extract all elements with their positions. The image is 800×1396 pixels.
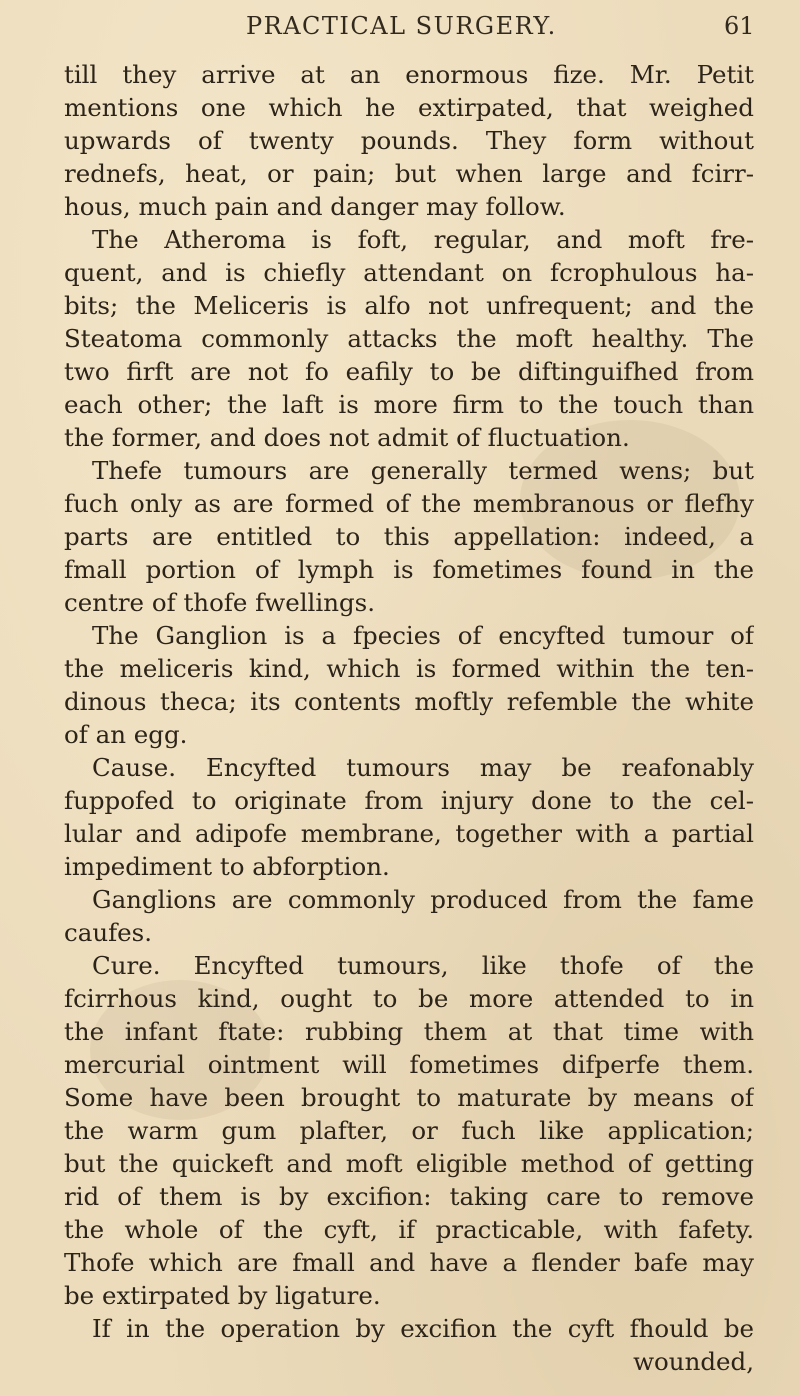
text-line: lular and adipofe membrane, together with a partial <box>64 819 754 848</box>
text-line: rid of them is by excifion: taking care to remove <box>64 1182 754 1211</box>
text-line: Thefe tumours are generally termed wens; but <box>92 456 754 485</box>
text-line: If in the operation by excifion the cyft fhould be <box>92 1314 754 1343</box>
text-line: of an egg. <box>64 720 188 749</box>
text-line: mercurial ointment will fometimes difperfe them. <box>64 1050 754 1079</box>
text-line: Steatoma commonly attacks the moft healthy. The <box>64 324 754 353</box>
text-line: Thofe which are fmall and have a flender bafe may <box>64 1248 754 1277</box>
text-line: but the quickeft and moft eligible method of getting <box>64 1149 754 1178</box>
text-line: till they arrive at an enormous fize. Mr. Petit <box>64 60 754 89</box>
text-line: fuch only as are formed of the membranous or flefhy <box>64 489 754 518</box>
text-line: rednefs, heat, or pain; but when large and fcirr- <box>64 159 754 188</box>
text-line: the whole of the cyft, if practicable, with fafety. <box>64 1215 754 1244</box>
text-line: The Atheroma is foft, regular, and moft fre- <box>92 225 754 254</box>
text-line: the infant ftate: rubbing them at that time with <box>64 1017 754 1046</box>
text-line: the meliceris kind, which is formed within the ten- <box>64 654 754 683</box>
page-number: 61 <box>724 12 755 40</box>
text-line: the warm gum plafter, or fuch like application; <box>64 1116 754 1145</box>
text-line: mentions one which he extirpated, that weighed <box>64 93 754 122</box>
text-line: caufes. <box>64 918 153 947</box>
text-line: Ganglions are commonly produced from the fame <box>92 885 754 914</box>
text-line: parts are entitled to this appellation: indeed, a <box>64 522 754 551</box>
text-line: each other; the laft is more firm to the touch than <box>64 390 754 419</box>
text-line: The Ganglion is a fpecies of encyfted tumour of <box>92 621 754 650</box>
text-line: impediment to abforption. <box>64 852 390 881</box>
text-line: the former, and does not admit of fluctuation. <box>64 423 630 452</box>
catchword: wounded, <box>633 1347 754 1376</box>
body-text <box>64 58 754 1378</box>
text-line: quent, and is chiefly attendant on fcrophulous ha- <box>64 258 754 287</box>
text-line: Cure. Encyfted tumours, like thofe of the <box>92 951 754 980</box>
text-line: hous, much pain and danger may follow. <box>64 192 566 221</box>
running-head <box>0 6 800 46</box>
text-line: fmall portion of lymph is fometimes found in the <box>64 555 754 584</box>
text-line: fcirrhous kind, ought to be more attended to in <box>64 984 754 1013</box>
text-line: Some have been brought to maturate by means of <box>64 1083 754 1112</box>
text-line: upwards of twenty pounds. They form without <box>64 126 754 155</box>
text-line: fuppofed to originate from injury done to the cel- <box>64 786 754 815</box>
text-line: two firft are not fo eafily to be diftinguifhed from <box>64 357 754 386</box>
text-line: be extirpated by ligature. <box>64 1281 381 1310</box>
running-title: PRACTICAL SURGERY. <box>246 12 557 40</box>
text-line: Cause. Encyfted tumours may be reafonably <box>92 753 754 782</box>
text-line: bits; the Meliceris is alfo not unfrequent; and the <box>64 291 754 320</box>
text-line: dinous theca; its contents moftly refemble the white <box>64 687 754 716</box>
text-line: centre of thofe fwellings. <box>64 588 376 617</box>
